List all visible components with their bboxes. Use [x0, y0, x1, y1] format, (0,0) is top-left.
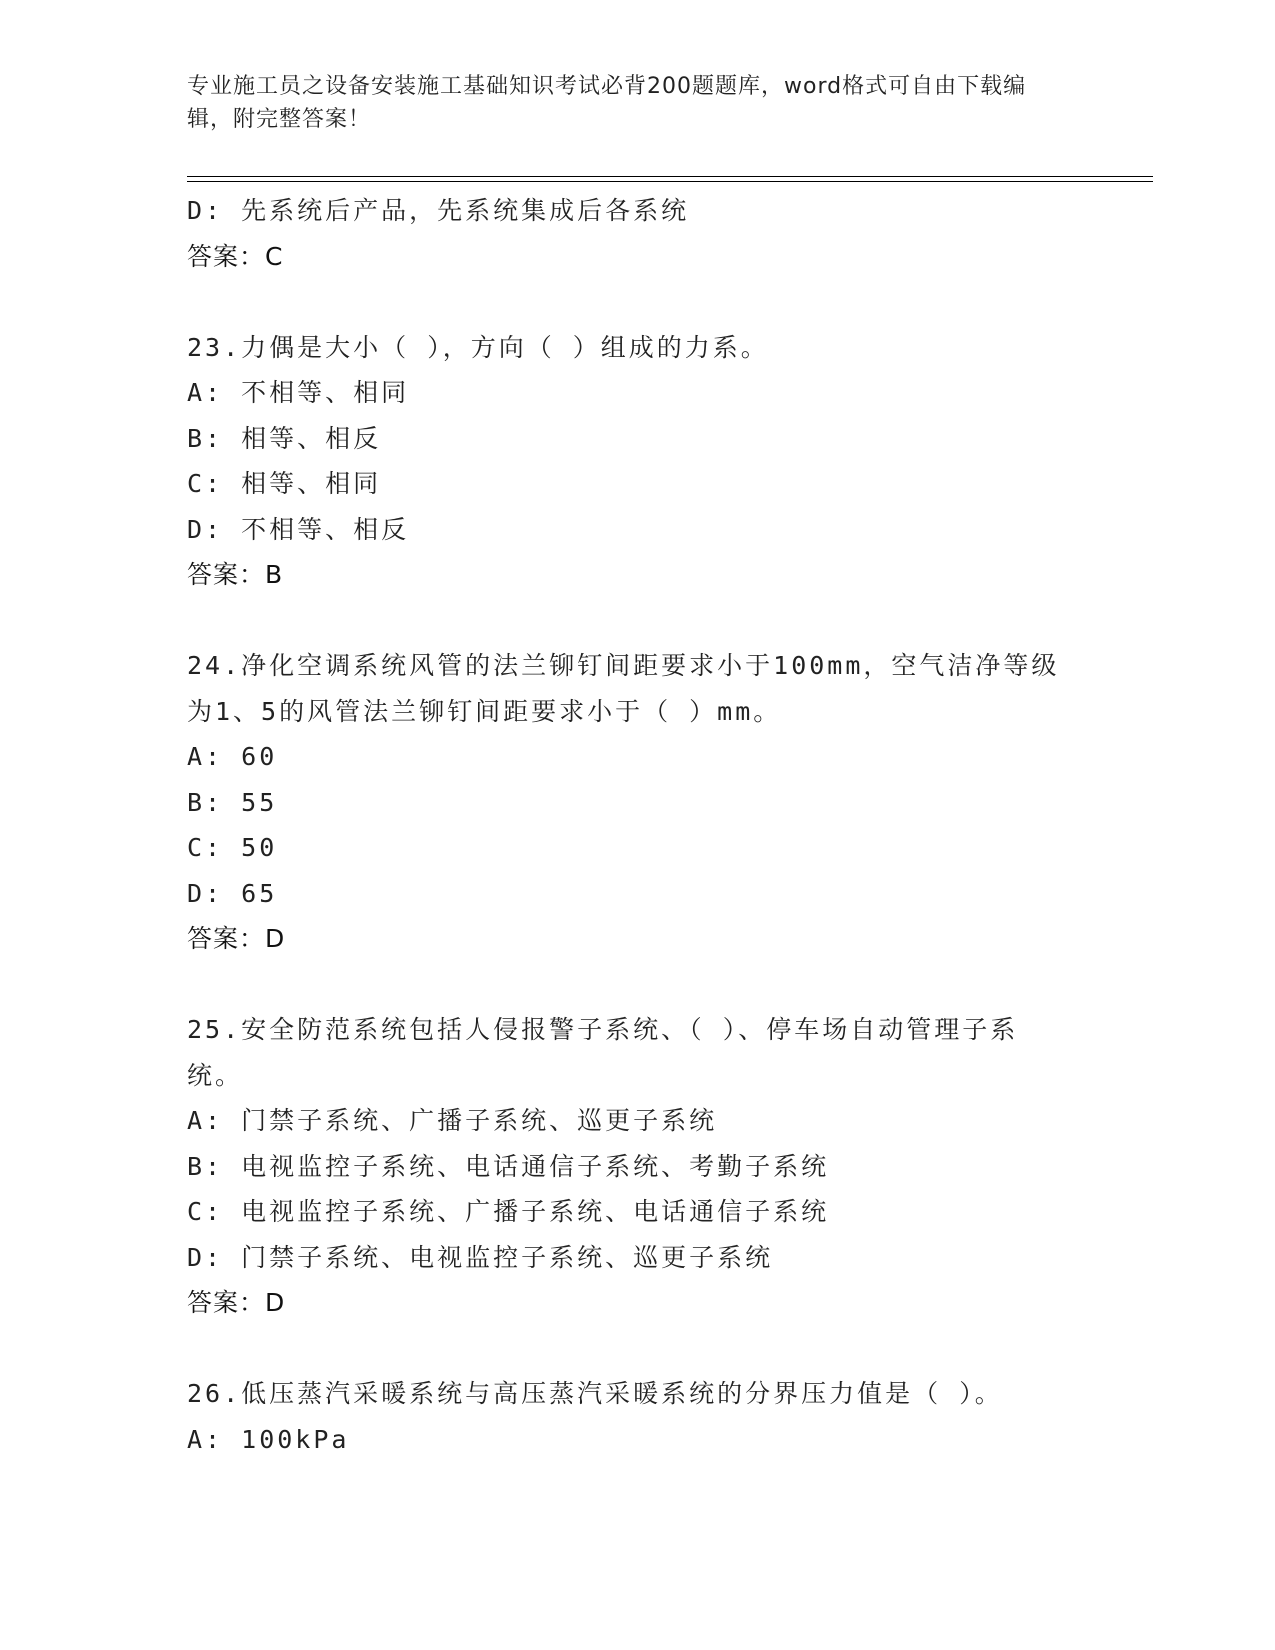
question-stem: 23.力偶是大小（ ），方向（ ）组成的力系。	[187, 332, 769, 362]
question-stem: 24.净化空调系统风管的法兰铆钉间距要求小于100mm，空气洁净等级为1、5的风管法兰铆钉间距要求小于（ ）mm。	[187, 651, 1060, 726]
header-divider-bottom	[187, 181, 1153, 182]
option-b: B: 电视监控子系统、电话通信子系统、考勤子系统	[187, 1151, 830, 1181]
option-a: A: 100kPa	[187, 1424, 350, 1454]
option-d: D: 门禁子系统、电视监控子系统、巡更子系统	[187, 1242, 774, 1272]
option-b: B: 55	[187, 787, 278, 817]
option-b: B: 相等、相反	[187, 423, 382, 453]
prev-answer: 答案：C	[187, 241, 284, 271]
answer: 答案：D	[187, 1288, 286, 1317]
document-header: 专业施工员之设备安装施工基础知识考试必背200题题库，word格式可自由下载编辑，附完整答案！	[187, 74, 1027, 132]
option-a: A: 门禁子系统、广播子系统、巡更子系统	[187, 1106, 718, 1135]
question-26	[187, 1371, 1087, 1462]
spacer	[187, 962, 1087, 1008]
answer: 答案：B	[187, 560, 284, 589]
question-24	[187, 643, 1087, 962]
question-25	[187, 1007, 1087, 1326]
spacer	[187, 598, 1087, 644]
question-stem: 25.安全防范系统包括人侵报警子系统、（ ）、停车场自动管理子系统。	[187, 1015, 1019, 1090]
header-divider-top	[187, 176, 1153, 177]
spacer	[187, 279, 1087, 325]
option-d: D: 65	[187, 878, 278, 908]
question-23	[187, 325, 1087, 598]
spacer	[187, 1326, 1087, 1372]
option-c: C: 50	[187, 833, 278, 862]
answer: 答案：D	[187, 924, 286, 953]
question-list	[187, 188, 1087, 1462]
option-c: C: 电视监控子系统、广播子系统、电话通信子系统	[187, 1197, 830, 1226]
question-stem: 26.低压蒸汽采暖系统与高压蒸汽采暖系统的分界压力值是（ ）。	[187, 1379, 1003, 1408]
option-c: C: 相等、相同	[187, 469, 382, 498]
option-d: D: 不相等、相反	[187, 514, 410, 544]
option-a: A: 不相等、相同	[187, 378, 410, 407]
option-a: A: 60	[187, 742, 278, 771]
prev-option-d: D: 先系统后产品，先系统集成后各系统	[187, 196, 690, 225]
